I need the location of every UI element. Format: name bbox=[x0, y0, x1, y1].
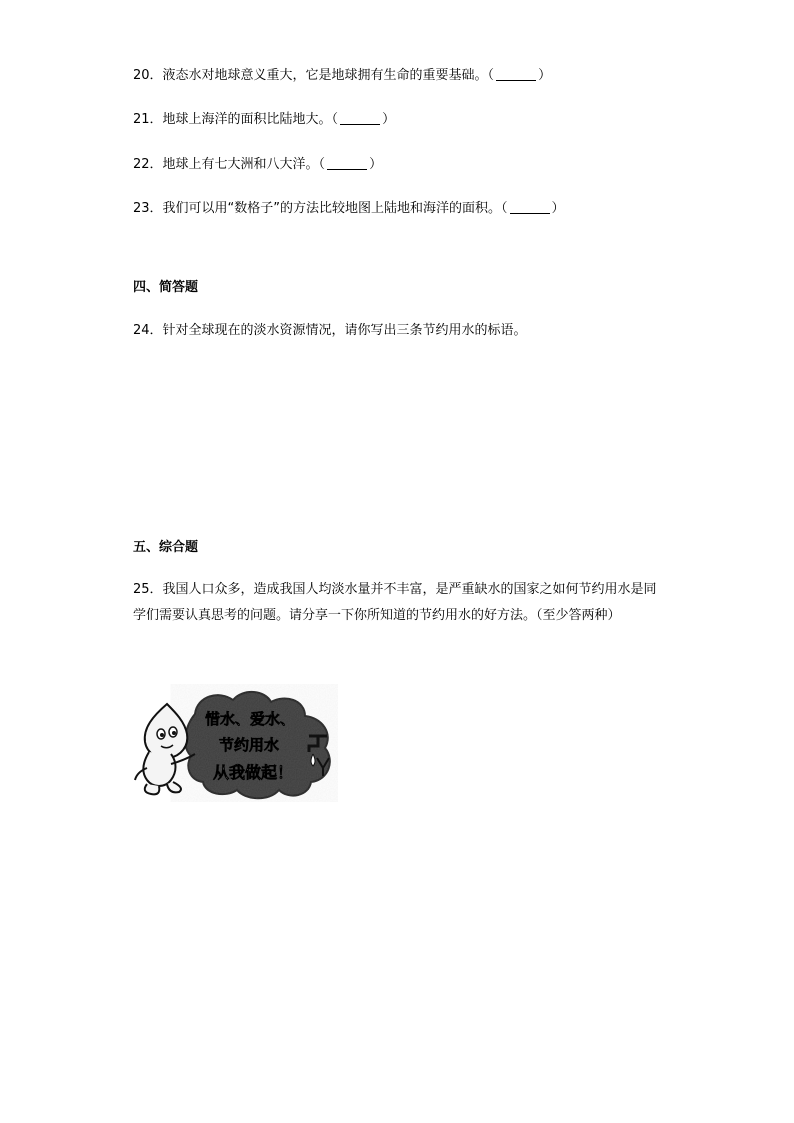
question-number: 23． bbox=[133, 201, 163, 216]
question-21 bbox=[133, 111, 395, 129]
water-saving-poster bbox=[133, 684, 338, 802]
question-25 bbox=[133, 577, 663, 629]
question-text: 针对全球现在的淡水资源情况，请你写出三条节约用水的标语。 bbox=[162, 323, 527, 338]
question-24 bbox=[133, 322, 527, 340]
close-paren: ） bbox=[538, 68, 552, 83]
answer-blank[interactable] bbox=[510, 201, 550, 214]
question-number: 20． bbox=[133, 68, 163, 83]
question-number: 21． bbox=[133, 112, 163, 127]
question-number: 22． bbox=[133, 157, 163, 172]
answer-blank[interactable] bbox=[496, 68, 536, 81]
poster-line-3: 从我做起！ bbox=[213, 763, 294, 782]
answer-blank[interactable] bbox=[327, 157, 367, 170]
poster-illustration bbox=[133, 684, 338, 802]
section-4-title: 四、简答题 bbox=[133, 280, 199, 295]
poster-line-2: 节约用水 bbox=[219, 736, 280, 754]
question-20 bbox=[133, 67, 551, 85]
close-paren: ） bbox=[382, 112, 396, 127]
section-5-title: 五、综合题 bbox=[133, 540, 199, 555]
question-22 bbox=[133, 156, 382, 174]
close-paren: ） bbox=[551, 201, 565, 216]
close-paren: ） bbox=[369, 157, 383, 172]
poster-line-1: 惜水、爱水、 bbox=[205, 710, 296, 728]
question-number: 24． bbox=[133, 323, 163, 338]
question-text: 我国人口众多，造成我国人均淡水量并不丰富，是严重缺水的国家之如何节约用水是同学们需要认真思考的问题。请分享一下你所知道的节约用水的好方法。（至少答两种） bbox=[133, 582, 657, 623]
question-23 bbox=[133, 200, 565, 218]
question-text: 地球上海洋的面积比陆地大。（ bbox=[162, 112, 339, 127]
question-text: 液态水对地球意义重大，它是地球拥有生命的重要基础。（ bbox=[162, 68, 495, 83]
answer-blank[interactable] bbox=[340, 112, 380, 125]
question-text: 地球上有七大洲和八大洋。（ bbox=[162, 157, 326, 172]
question-number: 25． bbox=[133, 582, 163, 597]
question-text: 我们可以用“数格子”的方法比较地图上陆地和海洋的面积。（ bbox=[162, 201, 508, 216]
